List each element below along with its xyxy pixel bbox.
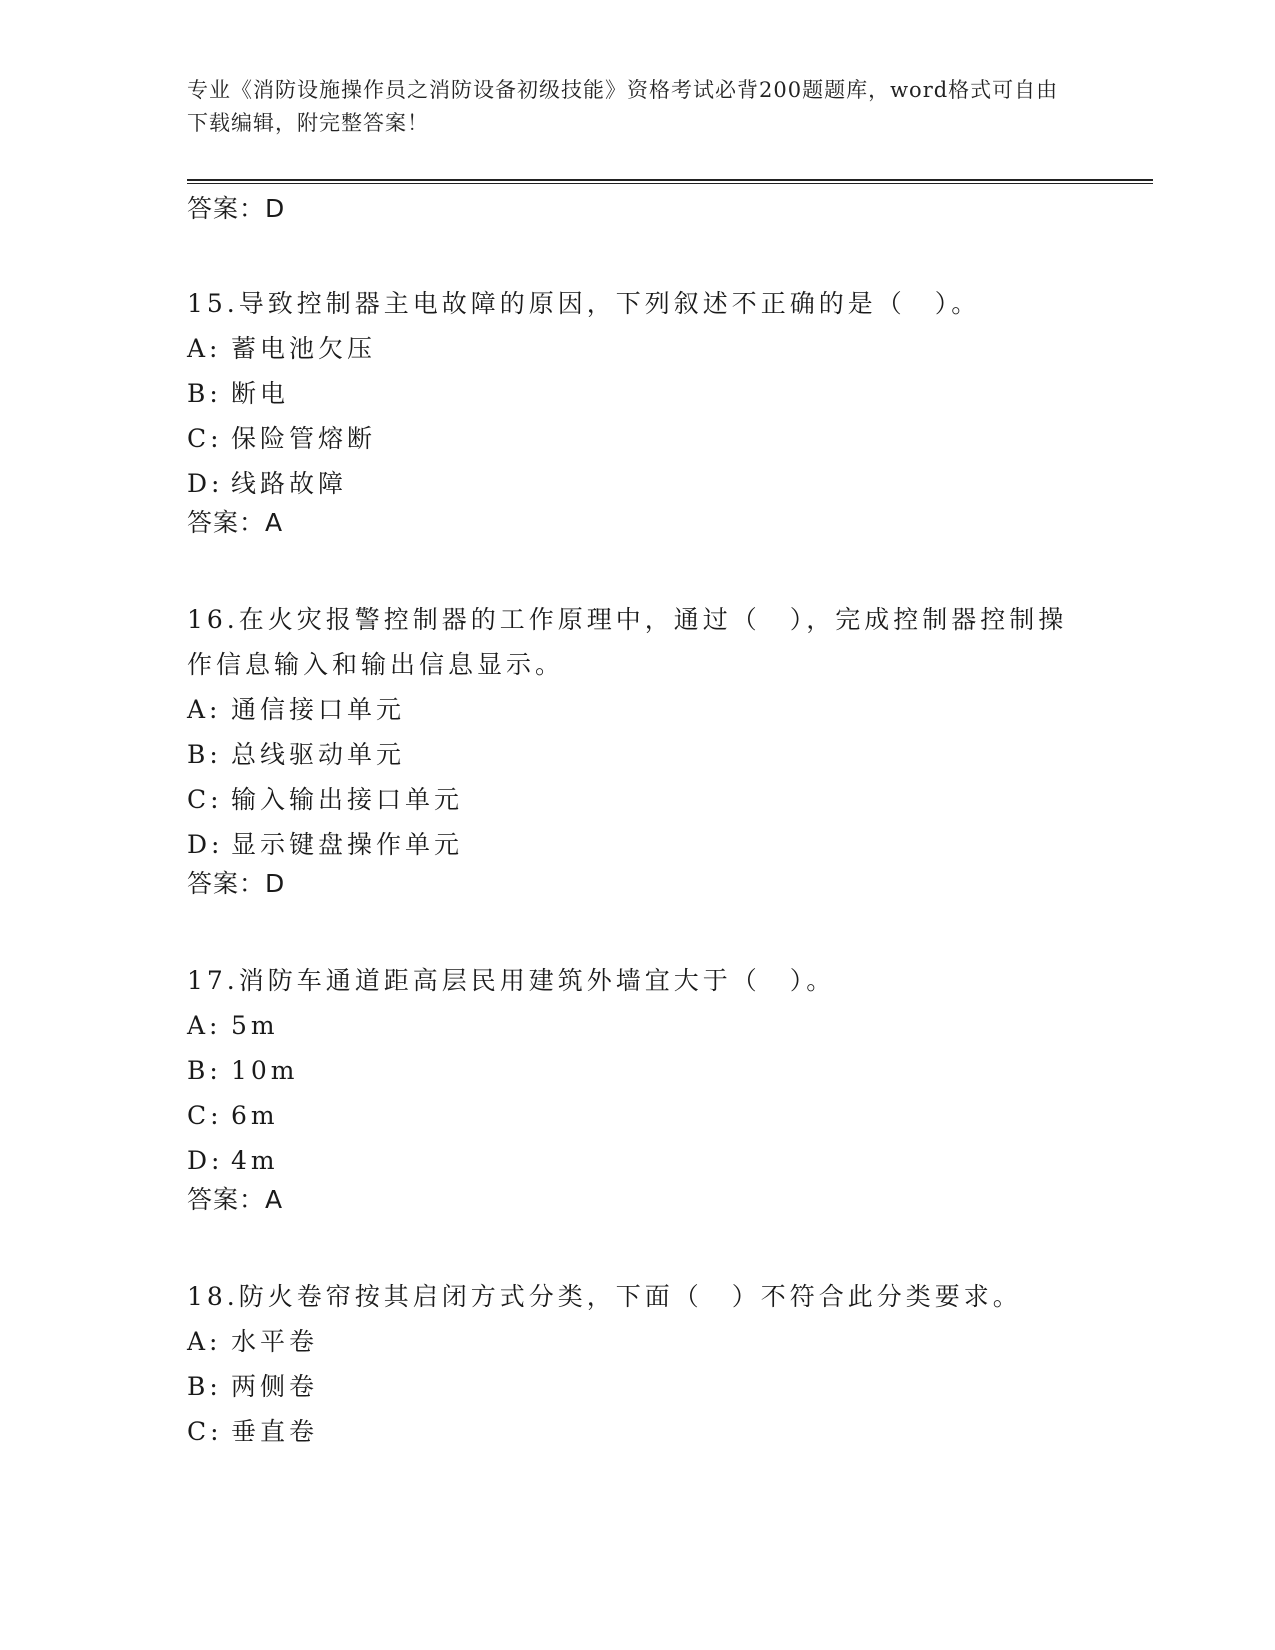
option-key: A:: [187, 1327, 222, 1356]
option-text: 断电: [231, 379, 290, 408]
option-text: 10m: [231, 1056, 299, 1085]
option-key: C:: [187, 785, 223, 814]
question-stem: 16.在火灾报警控制器的工作原理中，通过（ ），完成控制器控制操作信息输入和输出信息显示。: [187, 605, 1068, 679]
option-b: [187, 371, 1087, 416]
option-key: B:: [187, 740, 222, 769]
answer-line: 答案：A: [187, 508, 284, 537]
option-d: [187, 822, 1087, 867]
question-block: [187, 1274, 1087, 1454]
option-text: 保险管熔断: [231, 424, 377, 453]
option-c: [187, 777, 1087, 822]
option-text: 总线驱动单元: [231, 740, 406, 769]
option-text: 水平卷: [231, 1327, 319, 1356]
option-text: 显示键盘操作单元: [231, 830, 464, 859]
option-key: D:: [187, 1146, 224, 1175]
option-text: 4m: [231, 1146, 279, 1175]
option-key: B:: [187, 1056, 222, 1085]
answer-line: 答案：A: [187, 1185, 284, 1214]
option-a: [187, 1003, 1087, 1048]
option-b: [187, 1364, 1087, 1409]
option-a: [187, 326, 1087, 371]
option-text: 两侧卷: [231, 1372, 319, 1401]
question-stem: 17.消防车通道距高层民用建筑外墙宜大于（ ）。: [187, 966, 836, 995]
question-block: [187, 958, 1087, 1217]
option-key: A:: [187, 695, 222, 724]
option-text: 通信接口单元: [231, 695, 406, 724]
question-block: [187, 597, 1087, 901]
option-key: D:: [187, 830, 224, 859]
question-block: [187, 281, 1087, 540]
option-text: 线路故障: [231, 469, 348, 498]
answer-line: 答案：D: [187, 194, 286, 223]
question-stem: 15.导致控制器主电故障的原因，下列叙述不正确的是（ ）。: [187, 289, 981, 318]
option-b: [187, 732, 1087, 777]
option-key: A:: [187, 1011, 222, 1040]
option-d: [187, 1138, 1087, 1183]
option-key: B:: [187, 379, 222, 408]
option-c: [187, 416, 1087, 461]
page-header: 专业《消防设施操作员之消防设备初级技能》资格考试必背200题题库，word格式可自由下载编辑，附完整答案！: [187, 78, 1059, 135]
option-b: [187, 1048, 1087, 1093]
option-text: 6m: [231, 1101, 279, 1130]
option-c: [187, 1093, 1087, 1138]
option-key: C:: [187, 1101, 223, 1130]
option-text: 5m: [231, 1011, 279, 1040]
option-key: C:: [187, 424, 223, 453]
option-key: D:: [187, 469, 224, 498]
question-stem: 18.防火卷帘按其启闭方式分类，下面（ ）不符合此分类要求。: [187, 1282, 1022, 1311]
option-a: [187, 1319, 1087, 1364]
option-key: B:: [187, 1372, 222, 1401]
option-text: 垂直卷: [231, 1417, 319, 1446]
option-d: [187, 461, 1087, 506]
option-a: [187, 687, 1087, 732]
header-divider: [187, 179, 1153, 184]
question-list: [187, 192, 1087, 1454]
option-text: 蓄电池欠压: [231, 334, 377, 363]
option-key: C:: [187, 1417, 223, 1446]
answer-line: 答案：D: [187, 869, 286, 898]
option-text: 输入输出接口单元: [231, 785, 464, 814]
option-key: A:: [187, 334, 222, 363]
option-c: [187, 1409, 1087, 1454]
